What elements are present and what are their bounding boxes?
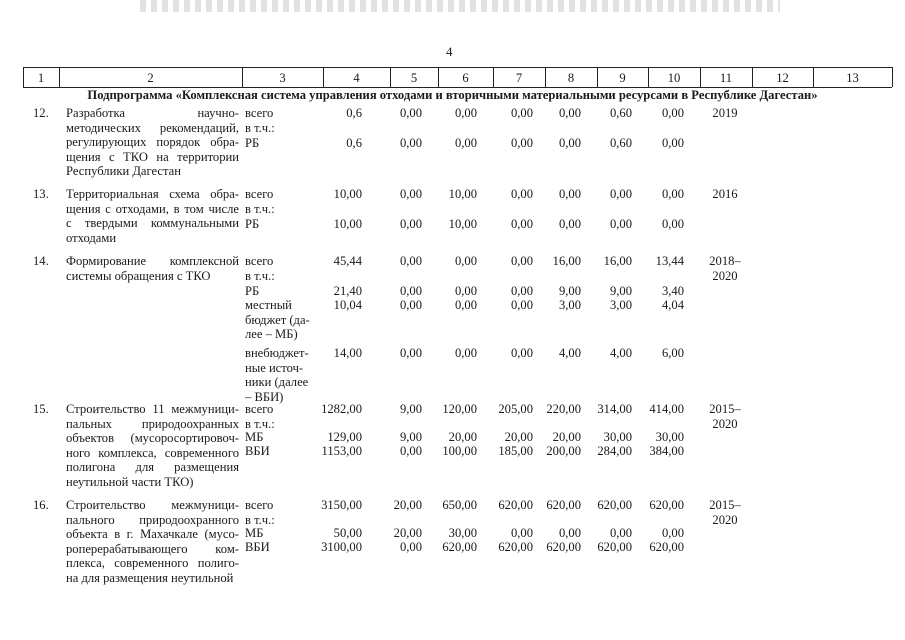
measure-name-line	[66, 431, 239, 445]
funding-value: 0,00	[510, 187, 533, 201]
funding-value: 30,00	[448, 526, 477, 540]
subprogram-title: Подпрограмма «Комплексная система управления отходами и вторичными материальными ресурсами в Республике Дагестан»	[87, 88, 818, 102]
funding-value: 0,00	[399, 106, 422, 120]
funding-value: 10,00	[448, 187, 477, 201]
measure-name-line	[66, 150, 239, 164]
funding-value: 0,00	[454, 298, 477, 312]
funding-source-label: РБ	[245, 136, 260, 150]
funding-value: 0,00	[399, 187, 422, 201]
funding-value: 0,6	[346, 106, 362, 120]
funding-value: 0,00	[609, 526, 632, 540]
funding-source-label: всего	[245, 402, 274, 416]
funding-value: 3,40	[661, 284, 684, 298]
funding-value: 0,00	[558, 106, 581, 120]
row-number: 14.	[33, 254, 49, 268]
funding-value: 620,00	[649, 498, 684, 512]
funding-value: 0,00	[454, 284, 477, 298]
measure-name-line	[66, 460, 239, 474]
funding-value: 314,00	[597, 402, 632, 416]
funding-value: 620,00	[498, 498, 533, 512]
funding-source-label: МБ	[245, 430, 264, 444]
header-column-divider	[892, 67, 893, 87]
measure-name-line	[66, 269, 239, 283]
header-column-number: 11	[719, 71, 733, 85]
funding-value: 0,00	[399, 284, 422, 298]
funding-value: 9,00	[399, 430, 422, 444]
measure-name-text: щения с отходами, в том числе	[66, 201, 239, 216]
measure-name-line	[66, 202, 239, 216]
funding-value: 0,60	[609, 106, 632, 120]
measure-name-text: плекса, современного полиго-	[66, 556, 239, 571]
measure-name-text: объекта в г. Махачкале (мусо-	[66, 527, 239, 542]
measure-name-line	[66, 121, 239, 135]
measure-name-text: объектов (мусоросортировоч-	[66, 431, 239, 446]
funding-value: 14,00	[333, 346, 362, 360]
funding-source-label: – ВБИ)	[245, 389, 284, 404]
funding-value: 16,00	[552, 254, 581, 268]
funding-value: 4,04	[661, 298, 684, 312]
funding-source-label: РБ	[245, 284, 260, 298]
measure-name-text: Разработка научно-	[66, 106, 239, 120]
measure-name-text: пальных природоохранных	[66, 416, 239, 431]
implementation-years: 2020	[712, 416, 738, 431]
funding-value: 0,00	[510, 284, 533, 298]
implementation-years: 2019	[712, 106, 738, 120]
funding-value: 620,00	[546, 498, 581, 512]
funding-value: 129,00	[327, 430, 362, 444]
funding-value: 0,00	[399, 136, 422, 150]
measure-name-text: щения с ТКО на территории	[66, 149, 239, 164]
funding-source-label: всего	[245, 106, 274, 120]
funding-value: 620,00	[597, 540, 632, 554]
measure-name-line	[66, 216, 239, 230]
funding-source-label: всего	[245, 187, 274, 201]
funding-value: 10,00	[333, 217, 362, 231]
funding-source-label: лее – МБ)	[245, 327, 298, 342]
measure-name-text: методических рекомендаций,	[66, 120, 239, 135]
funding-source-label: в т.ч.:	[245, 268, 275, 283]
funding-value: 620,00	[442, 540, 477, 554]
row-number: 13.	[33, 187, 49, 201]
funding-value: 0,00	[399, 254, 422, 268]
funding-value: 0,00	[609, 217, 632, 231]
funding-value: 0,00	[399, 298, 422, 312]
measure-name-text: роперерабатывающего ком-	[66, 541, 239, 556]
funding-value: 620,00	[546, 540, 581, 554]
measure-name-text: пального природоохранного	[66, 512, 239, 527]
header-column-number: 1	[37, 71, 45, 85]
funding-value: 6,00	[661, 346, 684, 360]
funding-source-label: бюджет (да-	[245, 312, 310, 327]
measure-name-line	[66, 417, 239, 431]
funding-value: 620,00	[649, 540, 684, 554]
measure-name-line	[66, 187, 239, 201]
measure-name-line	[66, 106, 239, 120]
implementation-years: 2015–	[709, 402, 741, 416]
funding-value: 0,00	[399, 444, 422, 458]
table-top-border	[23, 67, 892, 68]
implementation-years: 2020	[712, 512, 738, 527]
funding-value: 10,00	[448, 217, 477, 231]
page-number: 4	[446, 44, 453, 59]
measure-name-text: регулирующих порядок обра-	[66, 135, 239, 150]
funding-value: 0,00	[558, 136, 581, 150]
funding-value: 3100,00	[321, 540, 362, 554]
row-number: 12.	[33, 106, 49, 120]
header-column-number: 13	[846, 71, 859, 85]
funding-value: 10,04	[333, 298, 362, 312]
header-column-number: 6	[462, 71, 469, 85]
funding-value: 0,00	[661, 136, 684, 150]
funding-value: 384,00	[649, 444, 684, 458]
row-number: 15.	[33, 402, 49, 416]
measure-name-line	[66, 446, 239, 460]
funding-value: 0,00	[510, 526, 533, 540]
measure-name-line	[66, 556, 239, 570]
measure-name-line	[66, 402, 239, 416]
measure-name-text: отходами	[66, 230, 117, 245]
implementation-years: 2020	[712, 268, 738, 283]
measure-name-text: на для размещения неутильной	[66, 571, 234, 585]
funding-value: 9,00	[558, 284, 581, 298]
measure-name-text: Территориальная схема обра-	[66, 187, 239, 201]
implementation-years: 2016	[712, 187, 738, 201]
funding-value: 185,00	[498, 444, 533, 458]
measure-name-text: Республики Дагестан	[66, 164, 181, 179]
row-number: 16.	[33, 498, 49, 512]
funding-source-label: ВБИ	[245, 540, 270, 554]
funding-value: 3,00	[609, 298, 632, 312]
funding-value: 0,00	[510, 217, 533, 231]
funding-value: 9,00	[399, 402, 422, 416]
funding-value: 620,00	[498, 540, 533, 554]
funding-value: 0,00	[454, 254, 477, 268]
funding-source-label: в т.ч.:	[245, 512, 275, 527]
funding-value: 0,00	[510, 136, 533, 150]
funding-value: 0,60	[609, 136, 632, 150]
header-column-number: 8	[567, 71, 575, 85]
measure-name-text: Строительство 11 межмуници-	[66, 402, 239, 416]
measure-name-text: с твердыми коммунальными	[66, 216, 239, 231]
funding-value: 9,00	[609, 284, 632, 298]
scan-noise-top	[140, 0, 780, 12]
measure-name-line	[66, 475, 239, 489]
funding-value: 20,00	[448, 430, 477, 444]
funding-value: 0,00	[454, 136, 477, 150]
funding-source-label: всего	[245, 254, 274, 268]
funding-value: 20,00	[393, 526, 422, 540]
funding-value: 0,00	[661, 187, 684, 201]
measure-name-line	[66, 231, 239, 245]
measure-name-text: неутильной части ТКО)	[66, 475, 194, 489]
header-column-number: 4	[353, 71, 360, 85]
funding-value: 20,00	[393, 498, 422, 512]
funding-value: 16,00	[603, 254, 632, 268]
funding-value: 0,00	[558, 526, 581, 540]
funding-source-label: местный	[245, 298, 292, 312]
funding-value: 0,00	[510, 298, 533, 312]
funding-source-label: ВБИ	[245, 444, 270, 458]
funding-value: 0,00	[661, 217, 684, 231]
funding-value: 0,00	[454, 346, 477, 360]
implementation-years: 2015–	[709, 498, 741, 512]
funding-value: 0,00	[510, 254, 533, 268]
funding-value: 3,00	[558, 298, 581, 312]
funding-value: 13,44	[655, 254, 684, 268]
funding-source-label: РБ	[245, 217, 260, 231]
header-column-number: 12	[776, 71, 789, 85]
funding-value: 20,00	[552, 430, 581, 444]
funding-value: 284,00	[597, 444, 632, 458]
funding-value: 20,00	[504, 430, 533, 444]
funding-value: 10,00	[333, 187, 362, 201]
funding-value: 0,00	[609, 187, 632, 201]
funding-value: 45,44	[333, 254, 362, 268]
measure-name-line	[66, 498, 239, 512]
funding-source-label: МБ	[245, 526, 264, 540]
funding-value: 0,00	[558, 187, 581, 201]
funding-value: 0,00	[510, 346, 533, 360]
funding-value: 4,00	[558, 346, 581, 360]
funding-value: 0,00	[510, 106, 533, 120]
header-column-number: 7	[515, 71, 523, 85]
funding-source-label: ные источ-	[245, 360, 304, 375]
measure-name-line	[66, 542, 239, 556]
funding-value: 620,00	[597, 498, 632, 512]
funding-value: 120,00	[442, 402, 477, 416]
measure-name-text: ного комплекса, современного	[66, 445, 239, 460]
funding-value: 0,00	[399, 346, 422, 360]
header-column-number: 9	[619, 71, 626, 85]
funding-value: 0,00	[661, 106, 684, 120]
funding-value: 200,00	[546, 444, 581, 458]
measure-name-text: системы обращения с ТКО	[66, 268, 211, 283]
measure-name-line	[66, 513, 239, 527]
funding-value: 30,00	[655, 430, 684, 444]
header-column-number: 3	[279, 71, 286, 85]
funding-source-label: в т.ч.:	[245, 120, 275, 135]
measure-name-text: Строительство межмуници-	[66, 498, 239, 512]
funding-value: 0,00	[558, 217, 581, 231]
funding-value: 0,00	[661, 526, 684, 540]
funding-value: 50,00	[333, 526, 362, 540]
funding-value: 30,00	[603, 430, 632, 444]
funding-value: 220,00	[546, 402, 581, 416]
implementation-years: 2018–	[709, 254, 741, 268]
measure-name-line	[66, 135, 239, 149]
measure-name-text: Формирование комплексной	[66, 254, 239, 268]
funding-value: 414,00	[649, 402, 684, 416]
funding-value: 0,00	[399, 217, 422, 231]
funding-value: 100,00	[442, 444, 477, 458]
measure-name-line	[66, 571, 239, 585]
funding-value: 1153,00	[321, 444, 362, 458]
funding-value: 205,00	[498, 402, 533, 416]
funding-value: 21,40	[333, 284, 362, 298]
funding-value: 0,00	[454, 106, 477, 120]
funding-source-label: всего	[245, 498, 274, 512]
funding-value: 0,00	[399, 540, 422, 554]
funding-value: 0,6	[346, 136, 362, 150]
funding-source-label: в т.ч.:	[245, 201, 275, 216]
funding-value: 3150,00	[321, 498, 362, 512]
measure-name-line	[66, 164, 239, 178]
measure-name-text: полигона для размещения	[66, 460, 239, 475]
funding-source-label: в т.ч.:	[245, 416, 275, 431]
funding-value: 650,00	[442, 498, 477, 512]
measure-name-line	[66, 254, 239, 268]
measure-name-line	[66, 527, 239, 541]
header-column-number: 2	[147, 71, 154, 85]
funding-value: 1282,00	[321, 402, 362, 416]
header-column-number: 10	[667, 71, 681, 85]
funding-source-label: внебюджет-	[245, 346, 309, 360]
funding-source-label: ники (далее	[245, 375, 309, 390]
header-column-number: 5	[410, 71, 418, 85]
funding-value: 4,00	[609, 346, 632, 360]
